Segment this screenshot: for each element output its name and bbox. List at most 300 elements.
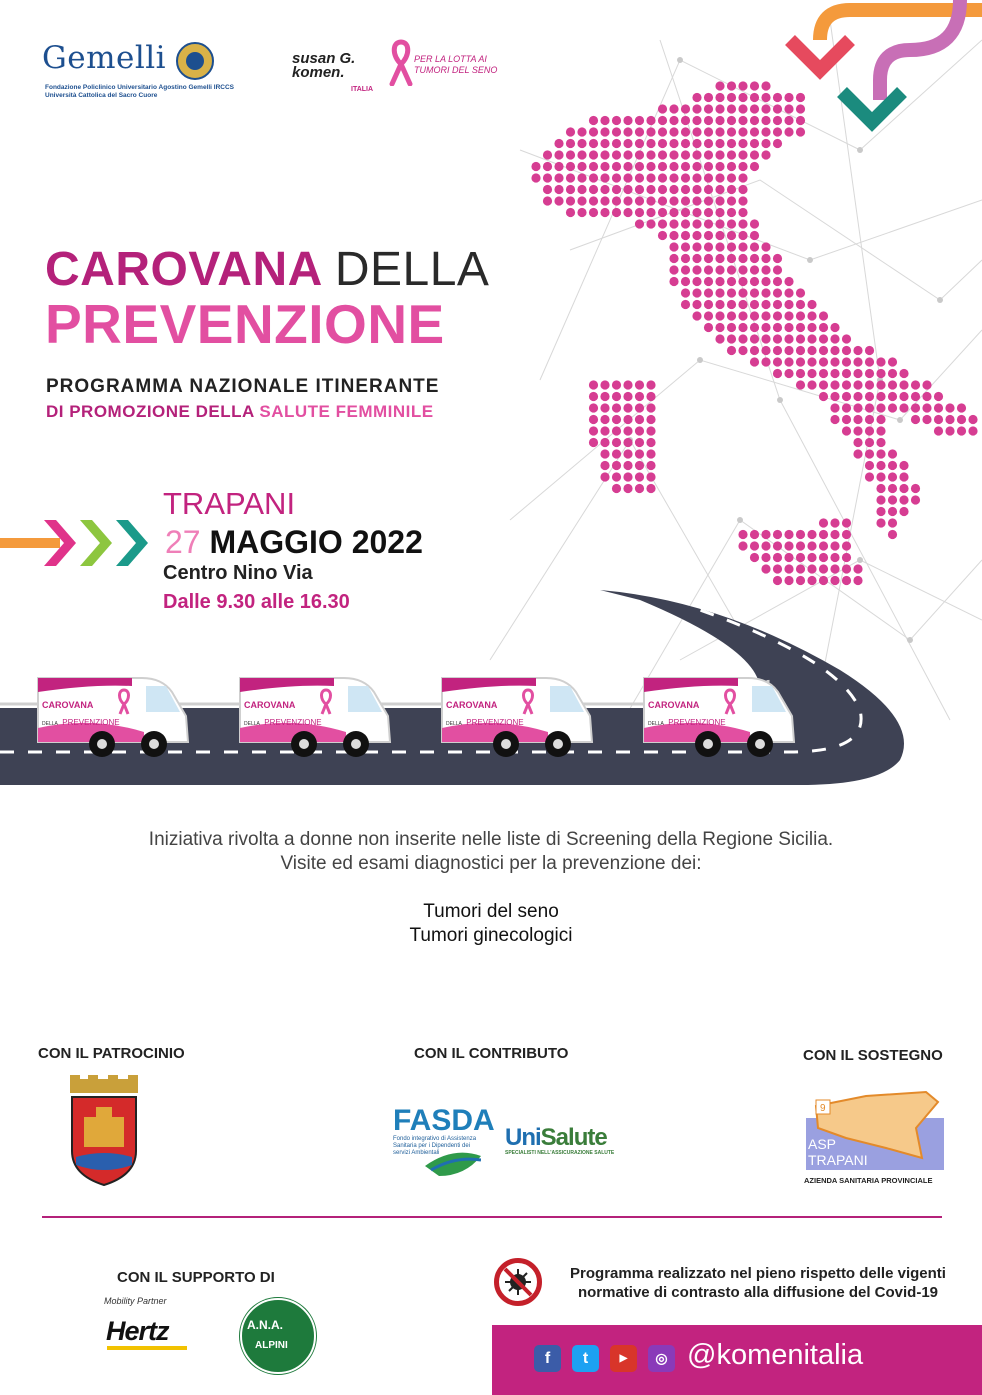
map-dot <box>554 196 563 205</box>
map-dot <box>600 380 609 389</box>
tumor-item-breast: Tumori del seno <box>423 901 559 922</box>
map-dot <box>830 380 839 389</box>
map-dot <box>784 311 793 320</box>
map-dot <box>704 323 713 332</box>
map-dot <box>623 438 632 447</box>
map-dot <box>830 346 839 355</box>
map-dot <box>773 127 782 136</box>
map-dot <box>715 323 724 332</box>
map-dot <box>727 300 736 309</box>
unisalute-suffix: Salute <box>540 1124 607 1151</box>
map-dot <box>761 265 770 274</box>
map-dot <box>704 288 713 297</box>
map-dot <box>646 415 655 424</box>
map-dot <box>819 346 828 355</box>
map-dot <box>692 300 701 309</box>
map-dot <box>577 127 586 136</box>
map-dot <box>704 254 713 263</box>
map-dot <box>807 553 816 562</box>
map-dot <box>704 127 713 136</box>
map-dot <box>773 357 782 366</box>
map-dot <box>715 288 724 297</box>
map-dot <box>692 208 701 217</box>
map-dot <box>761 564 770 573</box>
map-dot <box>646 162 655 171</box>
map-dot <box>635 162 644 171</box>
map-dot <box>865 403 874 412</box>
map-dot <box>876 403 885 412</box>
map-dot <box>853 392 862 401</box>
map-dot <box>635 139 644 148</box>
map-dot <box>853 564 862 573</box>
map-dot <box>612 162 621 171</box>
map-dot <box>773 334 782 343</box>
map-dot <box>968 415 977 424</box>
map-dot <box>681 150 690 159</box>
ana-line1: A.N.A. <box>247 1318 283 1332</box>
map-dot <box>842 415 851 424</box>
map-dot <box>842 426 851 435</box>
map-dot <box>888 369 897 378</box>
map-dot <box>865 415 874 424</box>
map-dot <box>819 323 828 332</box>
map-dot <box>623 426 632 435</box>
map-dot <box>646 461 655 470</box>
map-dot <box>842 518 851 527</box>
map-dot <box>761 277 770 286</box>
map-dot <box>543 196 552 205</box>
map-dot <box>853 449 862 458</box>
map-dot <box>761 357 770 366</box>
map-dot <box>865 357 874 366</box>
map-dot <box>715 219 724 228</box>
map-dot <box>750 541 759 550</box>
hertz-logo-bar <box>107 1346 187 1350</box>
map-dot <box>715 162 724 171</box>
map-dot <box>554 150 563 159</box>
social-handle[interactable]: @komenitalia <box>687 1339 864 1371</box>
map-dot <box>704 265 713 274</box>
map-dot <box>612 426 621 435</box>
map-dot <box>784 541 793 550</box>
map-dot <box>750 300 759 309</box>
map-dot <box>681 254 690 263</box>
map-dot <box>681 196 690 205</box>
map-dot <box>566 196 575 205</box>
map-dot <box>589 403 598 412</box>
map-dot <box>922 380 931 389</box>
map-dot <box>658 104 667 113</box>
map-dot <box>957 426 966 435</box>
unisalute-prefix: Uni <box>505 1124 541 1151</box>
van-label-line1: CAROVANA <box>648 700 700 710</box>
map-dot <box>899 461 908 470</box>
map-dot <box>681 116 690 125</box>
fasda-wave-icon <box>425 1146 481 1178</box>
map-dot <box>646 484 655 493</box>
map-dot <box>727 231 736 240</box>
map-dot <box>830 403 839 412</box>
gemelli-subtitle: Fondazione Policlinico Universitario Agostino Gemelli IRCCS Università Cattolica del Sacro Cuore <box>45 84 235 99</box>
map-dot <box>669 254 678 263</box>
youtube-icon[interactable]: ▶ <box>610 1345 637 1372</box>
map-dot <box>692 231 701 240</box>
map-dot <box>658 127 667 136</box>
map-dot <box>738 288 747 297</box>
map-dot <box>669 265 678 274</box>
map-dot <box>853 380 862 389</box>
map-dot <box>646 438 655 447</box>
map-dot <box>589 415 598 424</box>
map-dot <box>704 139 713 148</box>
section-divider <box>42 1216 942 1218</box>
map-dot <box>612 185 621 194</box>
unisalute-logo-text <box>505 1124 607 1152</box>
map-dot <box>784 357 793 366</box>
map-dot <box>750 242 759 251</box>
map-dot <box>600 162 609 171</box>
map-dot <box>738 104 747 113</box>
map-dot <box>577 196 586 205</box>
van-label-della: DELLA <box>648 721 664 727</box>
map-dot <box>623 449 632 458</box>
map-dot <box>899 392 908 401</box>
map-dot <box>646 173 655 182</box>
map-dot <box>865 392 874 401</box>
map-dot <box>646 139 655 148</box>
map-dot <box>635 426 644 435</box>
page-title-line2: PREVENZIONE <box>45 293 445 355</box>
map-dot <box>635 403 644 412</box>
map-dot <box>635 127 644 136</box>
map-dot <box>784 93 793 102</box>
map-dot <box>692 116 701 125</box>
map-dot <box>773 265 782 274</box>
map-dot <box>888 495 897 504</box>
map-dot <box>612 449 621 458</box>
map-dot <box>681 242 690 251</box>
map-dot <box>589 380 598 389</box>
map-dot <box>635 415 644 424</box>
map-dot <box>876 472 885 481</box>
map-dot <box>692 196 701 205</box>
map-dot <box>658 173 667 182</box>
van-label-line1: CAROVANA <box>244 700 296 710</box>
map-dot <box>566 150 575 159</box>
map-dot <box>761 116 770 125</box>
map-dot <box>646 380 655 389</box>
map-dot <box>945 415 954 424</box>
map-dot <box>807 334 816 343</box>
map-dot <box>784 334 793 343</box>
map-dot <box>623 173 632 182</box>
map-dot <box>704 185 713 194</box>
map-dot <box>727 139 736 148</box>
map-dot <box>727 81 736 90</box>
map-dot <box>658 196 667 205</box>
map-dot <box>612 116 621 125</box>
map-dot <box>784 369 793 378</box>
map-dot <box>750 265 759 274</box>
map-dot <box>842 334 851 343</box>
instagram-icon[interactable]: ◎ <box>648 1345 675 1372</box>
map-dot <box>750 150 759 159</box>
map-dot <box>738 116 747 125</box>
tumor-list <box>60 900 922 948</box>
map-dot <box>865 472 874 481</box>
italy-dot-map <box>530 80 982 610</box>
map-dot <box>715 127 724 136</box>
contributo-heading: CON IL CONTRIBUTO <box>414 1045 569 1062</box>
map-dot <box>773 323 782 332</box>
map-dot <box>819 553 828 562</box>
map-dot <box>531 173 540 182</box>
map-dot <box>738 81 747 90</box>
map-dot <box>600 461 609 470</box>
ana-line2: ALPINI <box>255 1340 288 1351</box>
map-dot <box>796 334 805 343</box>
map-dot <box>727 116 736 125</box>
map-dot <box>646 116 655 125</box>
map-dot <box>635 116 644 125</box>
van-label-prevenzione: PREVENZIONE <box>62 718 120 727</box>
map-dot <box>773 104 782 113</box>
map-dot <box>669 150 678 159</box>
map-dot <box>853 357 862 366</box>
map-dot <box>819 541 828 550</box>
map-dot <box>853 438 862 447</box>
map-dot <box>566 139 575 148</box>
map-dot <box>715 104 724 113</box>
map-dot <box>635 219 644 228</box>
map-dot <box>646 219 655 228</box>
map-dot <box>738 311 747 320</box>
map-dot <box>876 518 885 527</box>
map-dot <box>819 357 828 366</box>
map-dot <box>784 300 793 309</box>
van-label-prevenzione: PREVENZIONE <box>466 718 524 727</box>
gemelli-logo-text: Gemelli <box>42 40 167 76</box>
map-dot <box>635 461 644 470</box>
map-dot <box>773 93 782 102</box>
map-dot <box>934 392 943 401</box>
map-dot <box>865 426 874 435</box>
hertz-logo-text: Hertz <box>106 1316 169 1346</box>
map-dot <box>761 81 770 90</box>
twitter-icon[interactable]: t <box>572 1345 599 1372</box>
map-dot <box>681 231 690 240</box>
map-dot <box>692 173 701 182</box>
map-dot <box>635 196 644 205</box>
map-dot <box>612 484 621 493</box>
map-dot <box>658 231 667 240</box>
map-dot <box>646 185 655 194</box>
map-dot <box>589 150 598 159</box>
map-dot <box>761 541 770 550</box>
map-dot <box>761 93 770 102</box>
map-dot <box>784 553 793 562</box>
map-dot <box>761 242 770 251</box>
map-dot <box>669 116 678 125</box>
map-dot <box>738 346 747 355</box>
map-dot <box>853 346 862 355</box>
map-dot <box>876 415 885 424</box>
map-dot <box>589 173 598 182</box>
map-dot <box>830 541 839 550</box>
map-dot <box>727 311 736 320</box>
map-dot <box>750 334 759 343</box>
map-dot <box>727 323 736 332</box>
sostegno-heading: CON IL SOSTEGNO <box>803 1047 943 1064</box>
map-dot <box>750 127 759 136</box>
map-dot <box>704 150 713 159</box>
map-dot <box>681 265 690 274</box>
map-dot <box>750 104 759 113</box>
map-dot <box>727 265 736 274</box>
map-dot <box>750 162 759 171</box>
map-dot <box>911 495 920 504</box>
map-dot <box>600 173 609 182</box>
map-dot <box>692 185 701 194</box>
map-dot <box>750 116 759 125</box>
map-dot <box>888 507 897 516</box>
map-dot <box>796 530 805 539</box>
asp-line1: ASP <box>808 1136 837 1152</box>
map-dot <box>796 553 805 562</box>
komen-country: ITALIA <box>351 86 374 93</box>
map-dot <box>796 104 805 113</box>
map-dot <box>623 380 632 389</box>
map-dot <box>669 219 678 228</box>
map-dot <box>865 438 874 447</box>
map-dot <box>796 127 805 136</box>
map-dot <box>727 173 736 182</box>
map-dot <box>796 346 805 355</box>
map-dot <box>761 530 770 539</box>
map-dot <box>554 185 563 194</box>
map-dot <box>888 461 897 470</box>
map-dot <box>623 403 632 412</box>
covid-notice <box>548 1264 968 1302</box>
map-dot <box>911 415 920 424</box>
map-dot <box>715 173 724 182</box>
map-dot <box>761 311 770 320</box>
map-dot <box>807 380 816 389</box>
map-dot <box>922 415 931 424</box>
map-dot <box>807 311 816 320</box>
map-dot <box>589 438 598 447</box>
map-dot <box>623 196 632 205</box>
map-dot <box>899 472 908 481</box>
map-dot <box>750 81 759 90</box>
map-dot <box>600 150 609 159</box>
map-dot <box>934 403 943 412</box>
map-dot <box>796 311 805 320</box>
map-dot <box>842 392 851 401</box>
map-dot <box>692 254 701 263</box>
van-1 <box>32 672 192 758</box>
map-dot <box>773 346 782 355</box>
map-dot <box>807 564 816 573</box>
map-dot <box>750 311 759 320</box>
map-dot <box>646 127 655 136</box>
map-dot <box>738 93 747 102</box>
map-dot <box>681 104 690 113</box>
map-dot <box>830 334 839 343</box>
map-dot <box>554 173 563 182</box>
map-dot <box>635 173 644 182</box>
map-dot <box>612 208 621 217</box>
map-dot <box>738 185 747 194</box>
map-dot <box>635 472 644 481</box>
map-dot <box>600 472 609 481</box>
map-dot <box>784 323 793 332</box>
map-dot <box>727 254 736 263</box>
map-dot <box>600 208 609 217</box>
map-dot <box>715 265 724 274</box>
map-dot <box>761 139 770 148</box>
map-dot <box>589 208 598 217</box>
map-dot <box>865 346 874 355</box>
map-dot <box>589 185 598 194</box>
map-dot <box>807 346 816 355</box>
map-dot <box>612 380 621 389</box>
map-dot <box>623 139 632 148</box>
map-dot <box>623 208 632 217</box>
map-dot <box>566 185 575 194</box>
map-dot <box>738 127 747 136</box>
map-dot <box>600 196 609 205</box>
map-dot <box>750 139 759 148</box>
map-dot <box>819 369 828 378</box>
map-dot <box>669 231 678 240</box>
map-dot <box>658 208 667 217</box>
map-dot <box>600 185 609 194</box>
event-arrows-icon <box>0 514 160 572</box>
map-dot <box>612 150 621 159</box>
map-dot <box>577 139 586 148</box>
map-dot <box>888 484 897 493</box>
facebook-icon[interactable]: f <box>534 1345 561 1372</box>
map-dot <box>589 162 598 171</box>
map-dot <box>600 139 609 148</box>
map-dot <box>715 93 724 102</box>
map-dot <box>876 495 885 504</box>
van-label-della: DELLA <box>446 721 462 727</box>
map-dot <box>692 219 701 228</box>
map-dot <box>692 277 701 286</box>
asp-line2: TRAPANI <box>808 1152 868 1168</box>
map-dot <box>600 426 609 435</box>
map-dot <box>876 369 885 378</box>
map-dot <box>830 564 839 573</box>
map-dot <box>623 461 632 470</box>
map-dot <box>738 334 747 343</box>
patrocinio-heading: CON IL PATROCINIO <box>38 1045 185 1062</box>
map-dot <box>957 403 966 412</box>
map-dot <box>715 139 724 148</box>
map-dot <box>784 104 793 113</box>
map-dot <box>635 185 644 194</box>
map-dot <box>727 185 736 194</box>
map-dot <box>807 300 816 309</box>
map-dot <box>796 541 805 550</box>
map-dot <box>888 530 897 539</box>
map-dot <box>704 231 713 240</box>
map-dot <box>784 346 793 355</box>
map-dot <box>577 150 586 159</box>
map-dot <box>589 392 598 401</box>
